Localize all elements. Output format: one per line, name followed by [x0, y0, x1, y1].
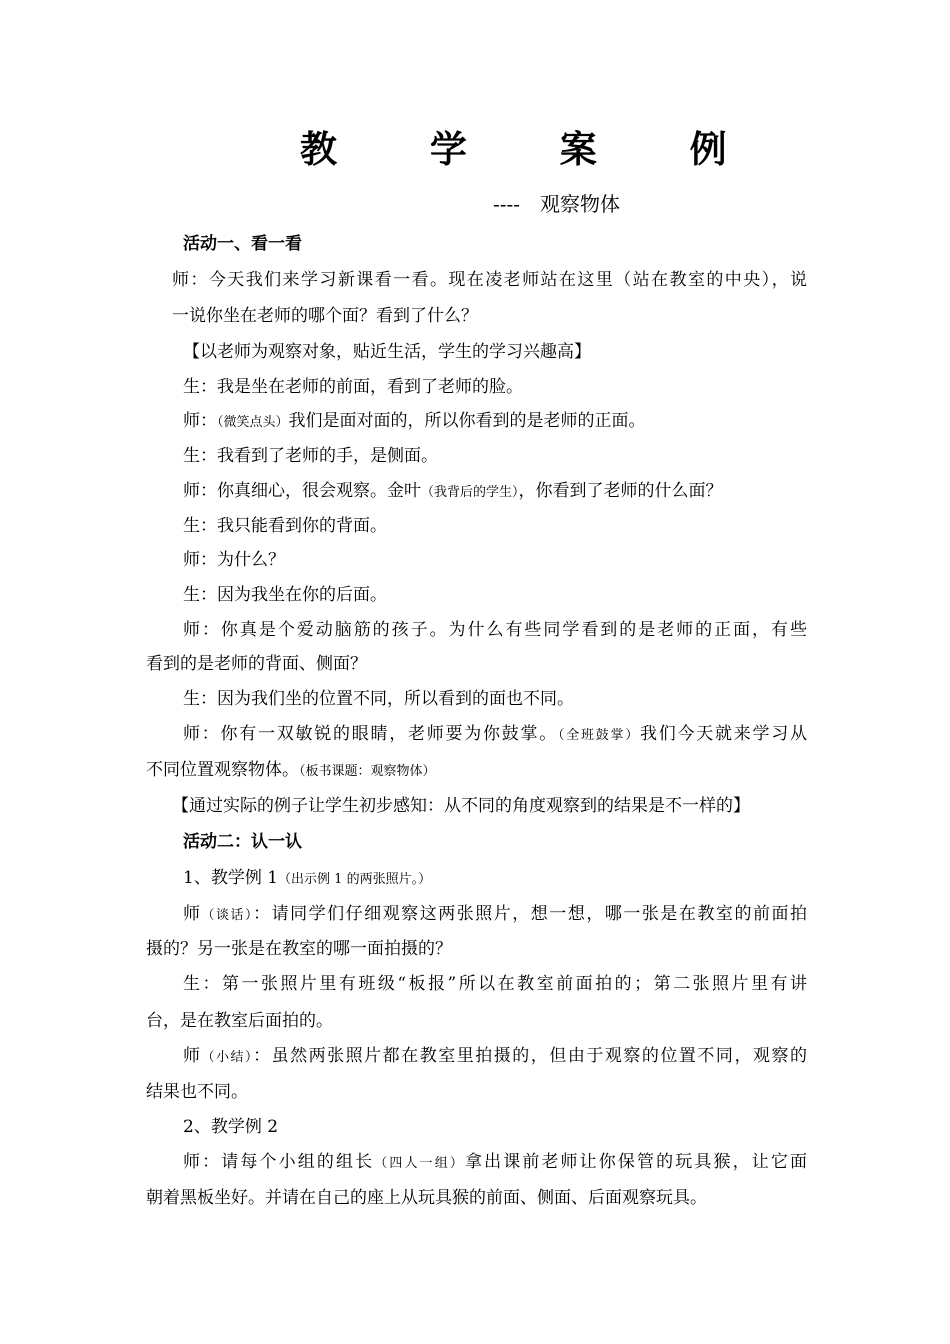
stage-note: （全班鼓掌）	[558, 728, 640, 743]
paragraph-line: 台，是在教室后面拍的。	[146, 1011, 333, 1031]
paragraph-line: 2、教学例 2	[183, 1117, 279, 1137]
paragraph-line: 【通过实际的例子让学生初步感知：从不同的角度观察到的结果是不一样的】	[172, 796, 750, 816]
paragraph-line	[183, 479, 723, 505]
stage-note: （我背后的学生）	[421, 485, 519, 500]
line-text: 我们是面对面的，所以你看到的是老师的正面。	[288, 411, 646, 431]
line-text: 师	[183, 1046, 202, 1066]
line-text: 我们今天就来学习从	[640, 724, 807, 744]
paragraph-line: 生：我只能看到你的背面。	[183, 516, 387, 536]
paragraph-line: 生：因为我们坐的位置不同，所以看到的面也不同。	[183, 689, 574, 709]
speaker-label: 师：	[183, 411, 217, 431]
paragraph-line: 【以老师为观察对象，贴近生活，学生的学习兴趣高】	[183, 342, 591, 362]
paragraph-line	[183, 1044, 807, 1070]
stage-note: （出示例 1 的两张照片。）	[278, 872, 432, 887]
paragraph-line: 生：我看到了老师的手，是侧面。	[183, 446, 438, 466]
paragraph-line	[146, 758, 436, 784]
line-text: 师：请每个小组的组长	[183, 1152, 375, 1172]
line-text: 师	[183, 904, 202, 924]
stage-note: （谈话）	[201, 908, 254, 923]
stage-note: （板书课题：观察物体）	[299, 764, 436, 779]
paragraph-line	[183, 902, 807, 928]
line-text: ：虽然两张照片都在教室里拍摄的，但由于观察的位置不同，观察的	[253, 1046, 807, 1066]
paragraph-line: 朝着黑板坐好。并请在自己的座上从玩具猴的前面、侧面、后面观察玩具。	[146, 1188, 707, 1208]
line-text: ：请同学们仔细观察这两张照片，想一想，哪一张是在教室的前面拍	[253, 904, 807, 924]
stage-note: （四人一组）	[374, 1156, 465, 1171]
line-text: 不同位置观察物体。	[146, 760, 299, 780]
document-title: 教 学 案 例	[300, 127, 767, 171]
section-heading-activity-1: 活动一、看一看	[183, 234, 302, 254]
line-text: 师：你真细心，很会观察。金叶	[183, 481, 421, 501]
paragraph-line: 生：因为我坐在你的后面。	[183, 585, 387, 605]
paragraph-line: 摄的？另一张是在教室的哪一面拍摄的？	[146, 939, 452, 959]
paragraph-line	[183, 722, 807, 748]
document-subtitle: ---- 观察物体	[493, 192, 621, 216]
paragraph-line: 生：我是坐在老师的前面，看到了老师的脸。	[183, 377, 523, 397]
section-heading-activity-2: 活动二：认一认	[183, 832, 302, 852]
paragraph-line: 师：今天我们来学习新课看一看。现在凌老师站在这里（站在教室的中央），说	[172, 270, 807, 290]
paragraph-line	[183, 1150, 807, 1176]
line-text: 拿出课前老师让你保管的玩具猴，让它面	[464, 1152, 808, 1172]
paragraph-line: 师：你真是个爱动脑筋的孩子。为什么有些同学看到的是老师的正面，有些	[183, 620, 807, 640]
line-text: 1、教学例 1	[183, 868, 279, 888]
paragraph-line	[183, 866, 431, 892]
stage-note: （小结）	[201, 1050, 254, 1065]
line-text: ，你看到了老师的什么面？	[518, 481, 723, 501]
line-text: 师：你有一双敏锐的眼睛，老师要为你鼓掌。	[183, 724, 558, 744]
paragraph-line: 结果也不同。	[146, 1082, 248, 1102]
paragraph-line: 看到的是老师的背面、侧面？	[146, 654, 367, 674]
paragraph-line	[183, 409, 646, 435]
paragraph-line: 生：第一张照片里有班级“板报”所以在教室前面拍的；第二张照片里有讲	[183, 974, 807, 994]
stage-note: （微笑点头）	[217, 415, 289, 430]
paragraph-line: 师：为什么？	[183, 550, 285, 570]
paragraph-line: 一说你坐在老师的哪个面？看到了什么？	[172, 306, 478, 326]
